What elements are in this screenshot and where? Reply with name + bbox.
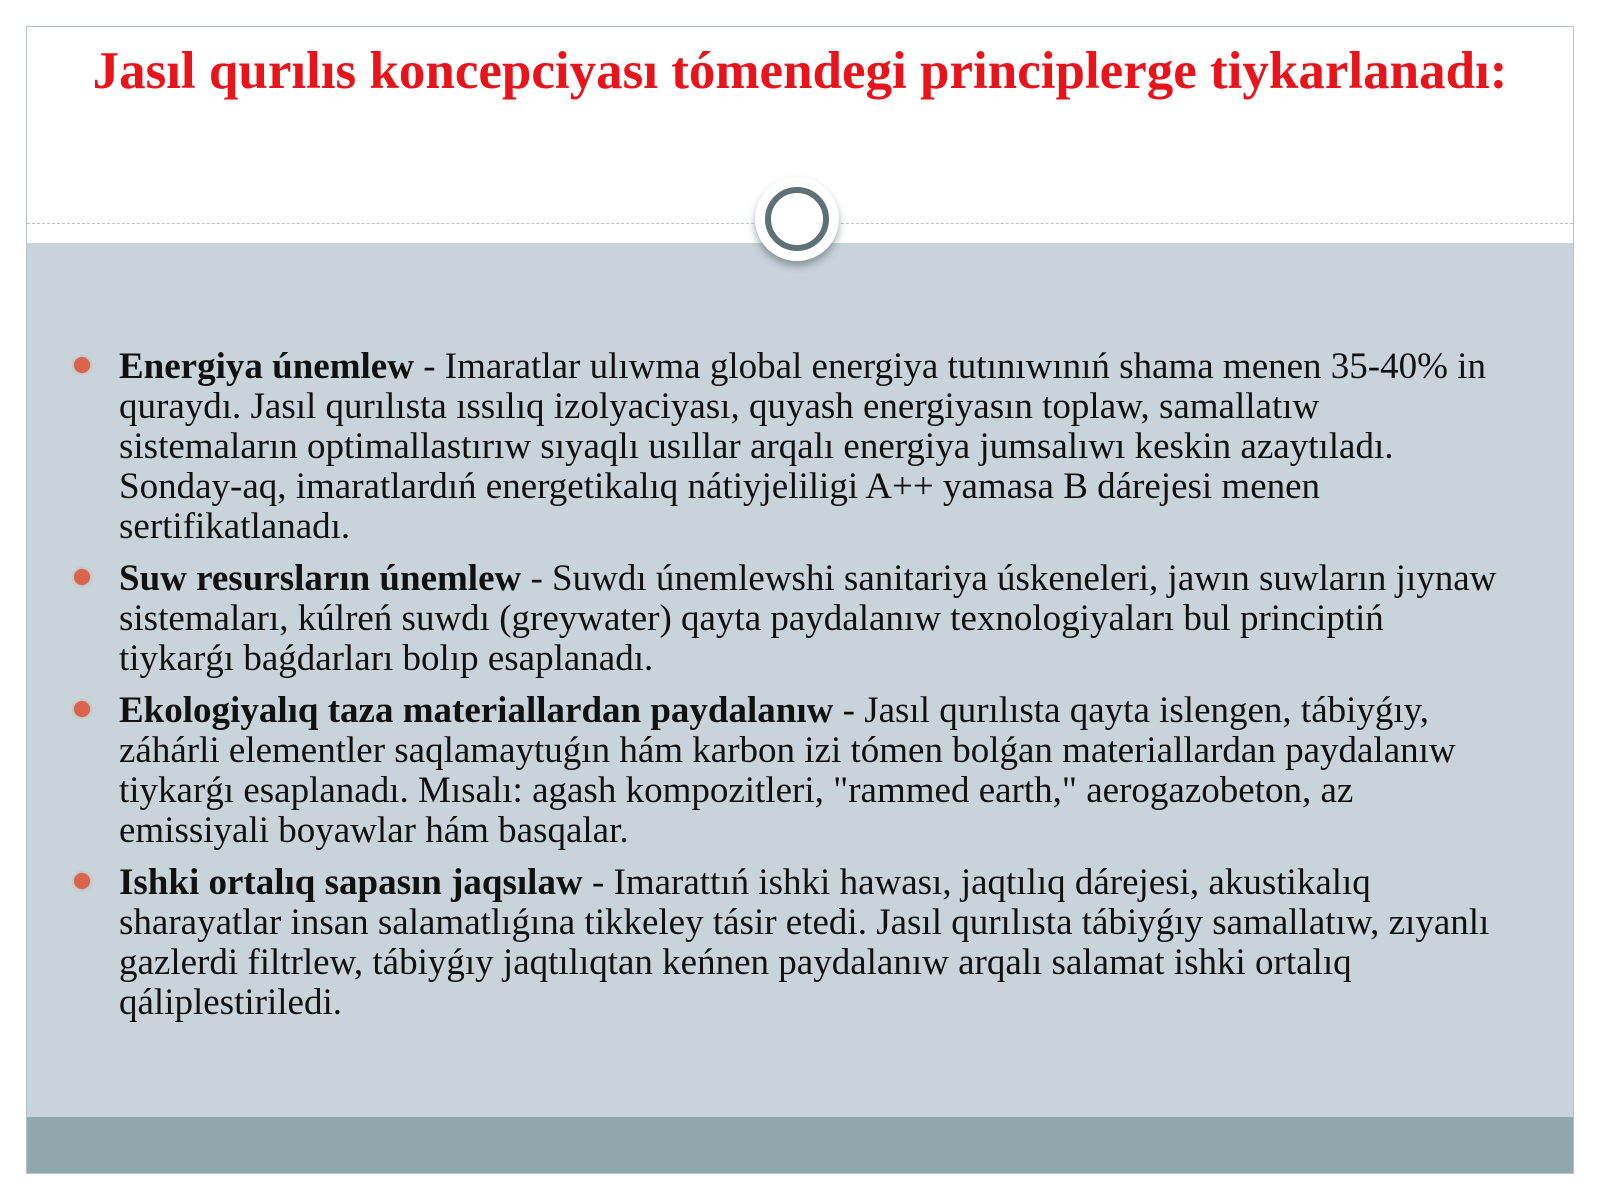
bullet-text: - Imarattıń ishki hawası, jaqtılıq dárejesi, akustikalıq sharayatlar insan salamatlıǵına tikkeley tásir etedi. Jasıl qurılısta tábiyǵıy samallatıw, zıyanlı gazlerdi filtrlew, tábiyǵıy jaqtılıqtan keńnen paydalanıw arqalı salamat ishki ortalıq qáliplestiriledi. — [119, 862, 1490, 1023]
bullet-item-water — [27, 559, 1573, 679]
bullet-text: - Imaratlar ulıwma global energiya tutınıwınıń shama menen 35-40% in quraydı. Jasıl qurılısta ıssılıq izolyaciyası, quyash energiyasın toplaw, samallatıw sistemaların optimallastırıw sıyaqlı usıllar arqalı energiya jumsalıwı keskin azaytıladı. Sonday-aq, imaratlardıń energetikalıq nátiyjeliligi A++ yamasa B dárejesi menen sertifikatlanadı. — [119, 346, 1486, 547]
bullet-item-materials — [27, 691, 1573, 851]
bullet-text: - Suwdı únemlewshi sanitariya úskeneleri, jawın suwların jıynaw sistemaları, kúlreń suwdı (greywater) qayta paydalanıw texnologiyaları bul principtiń tiykarǵı baǵdarları bolıp esaplanadı. — [119, 558, 1497, 679]
slide — [26, 26, 1574, 1174]
bullet-term: Ekologiyalıq taza materiallardan paydalanıw — [119, 690, 834, 731]
bullet-dot-icon — [74, 701, 90, 717]
bullet-text: - Jasıl qurılısta qayta islengen, tábiyǵıy, záhárli elementler saqlamaytuǵın hám karbon izi tómen bolǵan materiallardan paydalanıw tiykarǵı esaplanadı. Mısalı: agash kompozitleri, "rammed earth," aerogazobeton, az emissiyali boyawlar hám basqalar. — [119, 690, 1456, 851]
bullet-term: Suw resursların únemlew — [119, 558, 522, 599]
slide-title: Jasıl qurılıs koncepciyası tómendegi principlerge tiykarlanadı: — [92, 42, 1508, 100]
bullet-dot-icon — [74, 569, 90, 585]
bullet-dot-icon — [74, 873, 90, 889]
ring-ornament-icon — [755, 177, 839, 261]
bullet-list — [27, 347, 1573, 1035]
bullet-item-energy — [27, 347, 1573, 547]
footer-band — [27, 1117, 1573, 1174]
bullet-item-indoor-quality — [27, 863, 1573, 1023]
bullet-term: Energiya únemlew — [119, 346, 414, 387]
bullet-dot-icon — [74, 357, 90, 373]
bullet-term: Ishki ortalıq sapasın jaqsılaw — [119, 862, 583, 903]
